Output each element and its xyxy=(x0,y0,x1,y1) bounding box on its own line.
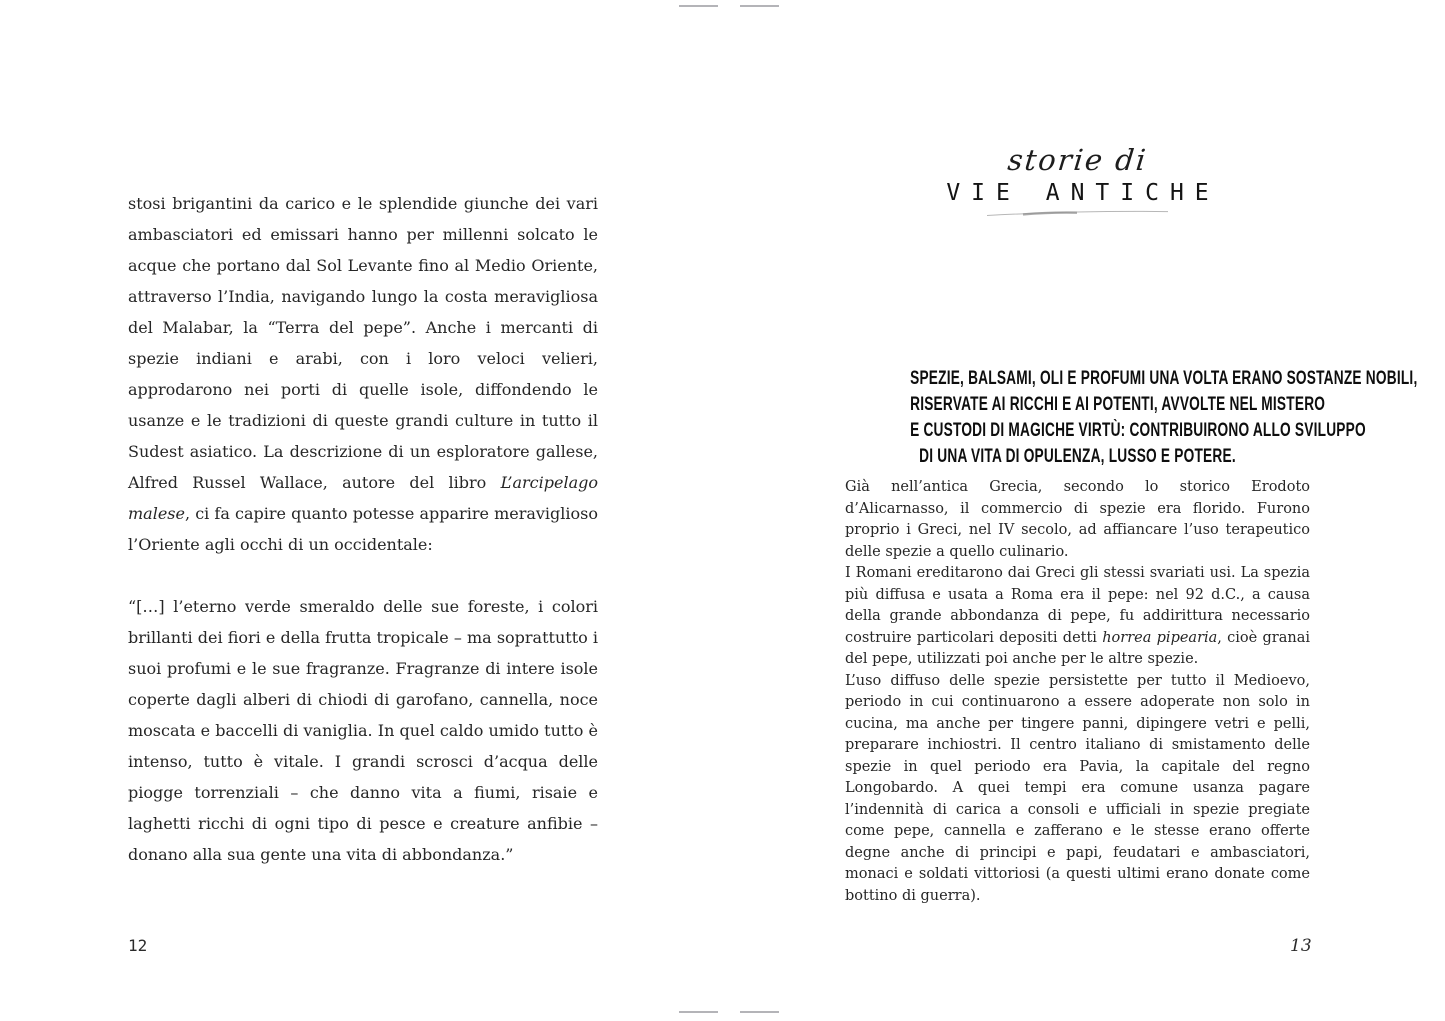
text-run: L’uso diffuso delle spezie persistette per tutto il Medioevo, periodo in cui continuarono a essere adoperate non solo in cucina, ma anche per tingere panni, dipingere vetri e pelli, preparare inchiostri. Il centro italiano di smistamento delle spezie in quel periodo era Pavia, la capitale del regno Longobardo. A quei tempi era comune usanza pagare l’indennità di carica a consoli e ufficiali in spezie pregiate come pepe, cannella e zafferano e le stesse erano offerte degne anche di principi e papi, feudatari e ambasciatori, monaci e soldati vittoriosi (a questi ultimi erano donate come bottino di guerra). xyxy=(845,672,1310,904)
paragraph xyxy=(845,563,1310,671)
chapter-lede xyxy=(845,366,1418,470)
chapter-title: VIE ANTICHE xyxy=(946,179,1220,206)
lede-line: RISERVATE AI RICCHI E AI POTENTI, AVVOLTE NEL MISTERO xyxy=(910,394,1326,415)
text-run: stosi brigantini da carico e le splendide giunche dei vari ambasciatori ed emissari hanno per millenni solcato le acque che portano dal Sol Levante fino al Medio Oriente, attraverso l’India, navigando lungo la costa meravigliosa del Malabar, la “Terra del pepe”. Anche i mercanti di spezie indiani e arabi, con i loro veloci velieri, approdarono nei porti di quelle isole, diffondendo le usanze e le tradizioni di queste grandi culture in tutto il Sudest asiatico. La descrizione di un esploratore gallese, Alfred Russel Wallace, autore del libro xyxy=(128,194,598,492)
text-run: , cioè granai del pepe, utilizzati poi anche per le altre spezie. xyxy=(845,629,1310,667)
chapter-kicker-script: storie di xyxy=(1006,143,1150,177)
crop-mark-top-left xyxy=(679,5,718,7)
italic-text-run: L’arcipelago malese xyxy=(128,473,598,523)
chapter-heading xyxy=(845,145,1310,217)
paragraph xyxy=(128,188,598,560)
lede-line: DI UNA VITA DI OPULENZA, LUSSO E POTERE. xyxy=(919,446,1236,467)
right-page-body-text xyxy=(845,477,1310,907)
text-run: Già nell’antica Grecia, secondo lo storico Erodoto d’Alicarnasso, il commercio di spezie era florido. Furono proprio i Greci, nel IV secolo, ad affiancare l’uso terapeutico delle spezie a quello culinario. xyxy=(845,479,1310,560)
lede-line: E CUSTODI DI MAGICHE VIRTÙ: CONTRIBUIRONO ALLO SVILUPPO xyxy=(910,420,1366,441)
lede-line: SPEZIE, BALSAMI, OLI E PROFUMI UNA VOLTA ERANO SOSTANZE NOBILI, xyxy=(910,368,1418,389)
crop-mark-bottom-right xyxy=(740,1011,779,1013)
left-page-body-text xyxy=(128,188,598,870)
paragraph xyxy=(845,671,1310,908)
crop-mark-bottom-left xyxy=(679,1011,718,1013)
paragraph xyxy=(128,591,598,870)
crop-mark-top-right xyxy=(740,5,779,7)
text-run: I Romani ereditarono dai Greci gli stessi svariati usi. La spezia più diffusa e usata a Roma era il pepe: nel 92 d.C., a causa della grande abbondanza di pepe, fu addirittura necessario costruire particolari depositi detti xyxy=(845,565,1310,646)
text-run: “[…] l’eterno verde smeraldo delle sue foreste, i colori brillanti dei fiori e della frutta tropicale – ma soprattutto i suoi profumi e le sue fragranze. Fragranze di intere isole coperte dagli alberi di chiodi di garofano, cannella, noce moscata e baccelli di vaniglia. In quel caldo umido tutto è intenso, tutto è vitale. I grandi scrosci d’acqua delle piogge torrenziali – che danno vita a fiumi, risaie e laghetti ricchi di ogni tipo di pesce e creature anfibie – donano alla sua gente una vita di abbondanza.” xyxy=(128,597,598,864)
paragraph xyxy=(845,477,1310,563)
page-number-right: 13 xyxy=(1290,936,1312,956)
title-underline-stroke xyxy=(985,207,1171,217)
page-number-left: 12 xyxy=(128,936,148,955)
italic-text-run: horrea pipearia xyxy=(1102,629,1218,646)
text-run: , ci fa capire quanto potesse apparire meraviglioso l’Oriente agli occhi di un occidentale: xyxy=(128,504,598,554)
